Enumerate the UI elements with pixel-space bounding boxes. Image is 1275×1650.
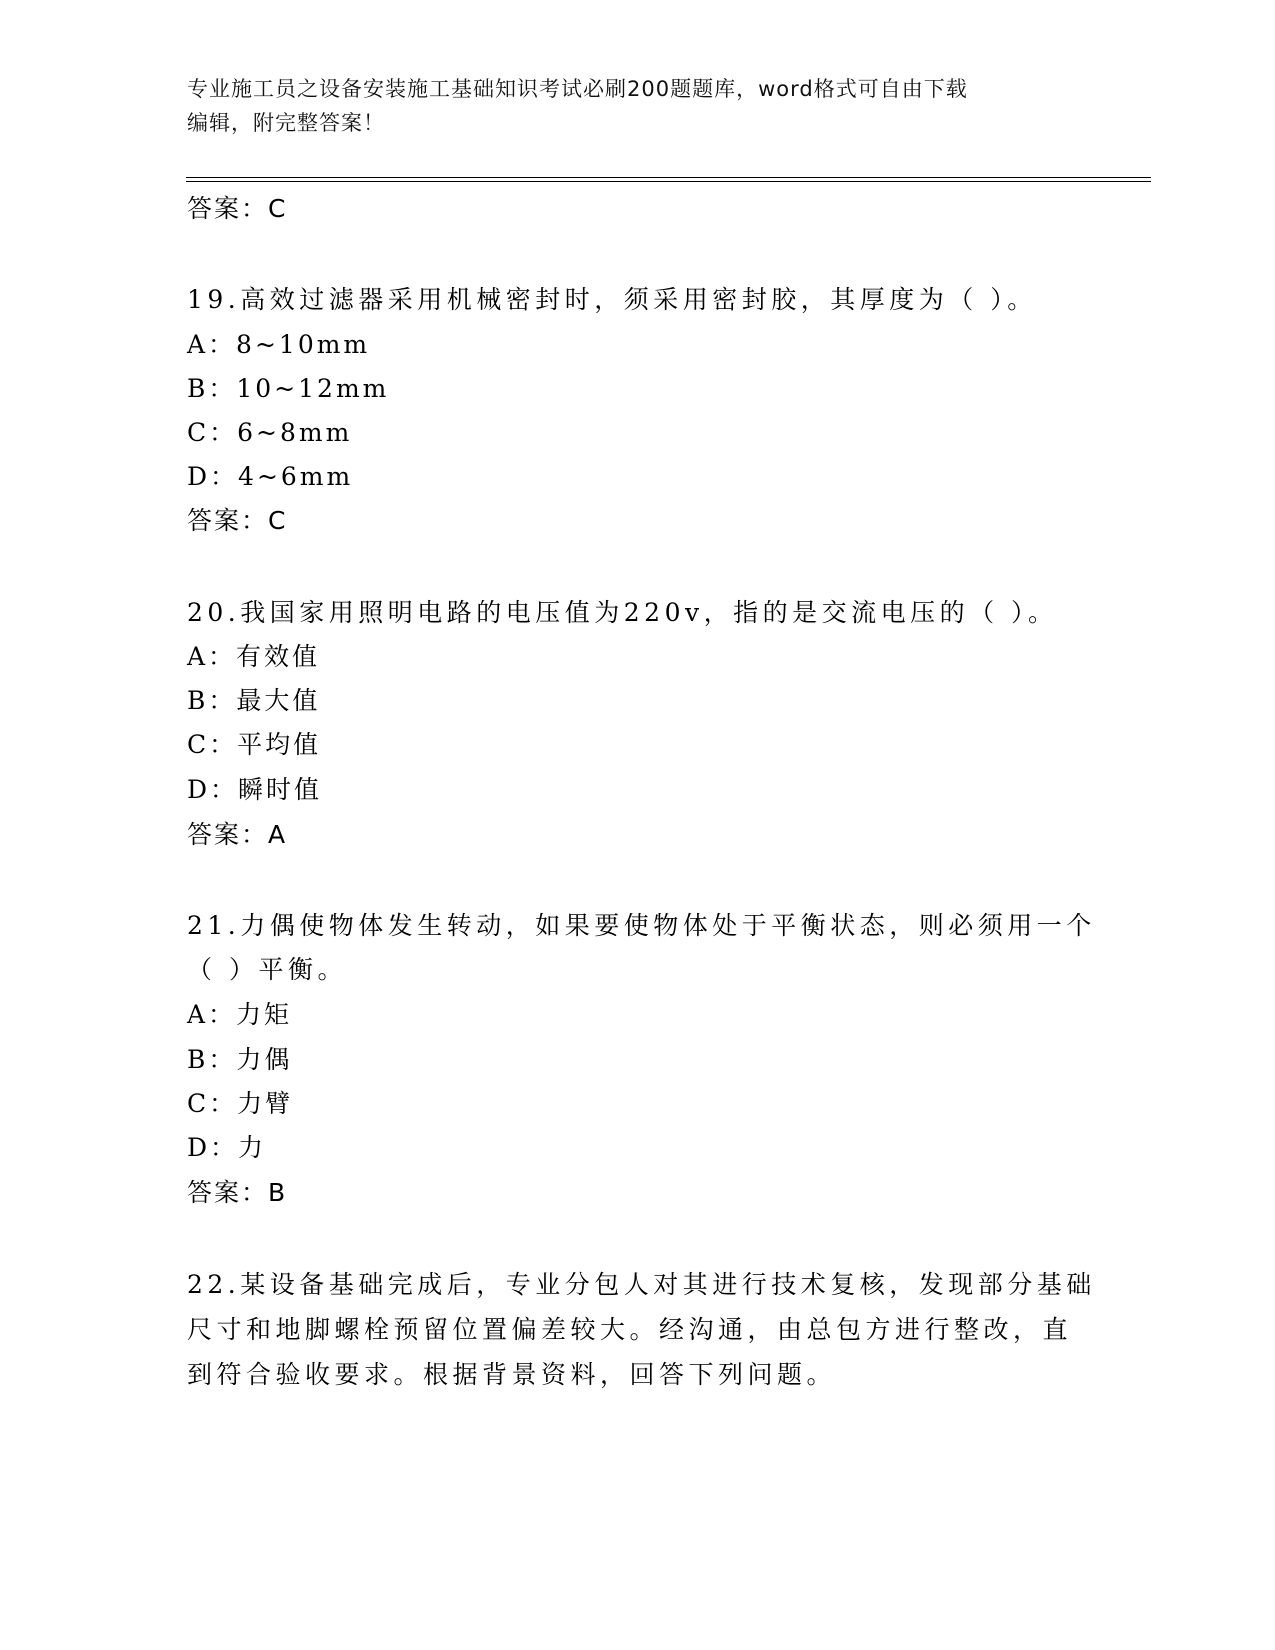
question-19-option-a: A：8~10mm [187,330,371,359]
document-header [187,72,1067,140]
question-22-stem-line-3: 到符合验收要求。根据背景资料，回答下列问题。 [187,1360,837,1389]
question-19-stem: 19.高效过滤器采用机械密封时，须采用密封胶，其厚度为（ ）。 [187,285,1037,314]
question-21-option-a: A：力矩 [187,1000,293,1029]
question-21-stem-line-1: 21.力偶使物体发生转动，如果要使物体处于平衡状态，则必须用一个 [187,911,1096,940]
header-line-1: 专业施工员之设备安装施工基础知识考试必刷200题题库，word格式可自由下载 [187,77,968,101]
question-21-option-d: D：力 [187,1133,267,1162]
header-divider-bottom [186,181,1151,182]
question-21-answer: 答案：B [187,1178,288,1207]
question-19-option-d: D：4~6mm [187,462,354,491]
header-divider-top [186,177,1151,178]
question-22-stem-line-2: 尺寸和地脚螺栓预留位置偏差较大。经沟通，由总包方进行整改，直 [187,1315,1073,1344]
question-21-option-b: B：力偶 [187,1045,293,1074]
question-21-stem-line-2: （ ）平衡。 [187,955,347,984]
question-20-stem: 20.我国家用照明电路的电压值为220v，指的是交流电压的（ ）。 [187,598,1058,627]
question-20-option-a: A：有效值 [187,642,321,671]
question-20-option-b: B：最大值 [187,686,321,715]
question-19-option-c: C：6~8mm [187,418,353,447]
question-19-option-b: B：10~12mm [187,374,390,403]
header-line-2: 编辑，附完整答案！ [187,111,385,135]
question-19-answer: 答案：C [187,506,288,535]
question-20-option-c: C：平均值 [187,730,322,759]
question-22-stem-line-1: 22.某设备基础完成后，专业分包人对其进行技术复核，发现部分基础 [187,1270,1096,1299]
question-20-answer: 答案：A [187,820,288,849]
question-20-option-d: D：瞬时值 [187,775,323,804]
answer-previous: 答案：C [187,194,288,223]
question-21-option-c: C：力臂 [187,1089,294,1118]
